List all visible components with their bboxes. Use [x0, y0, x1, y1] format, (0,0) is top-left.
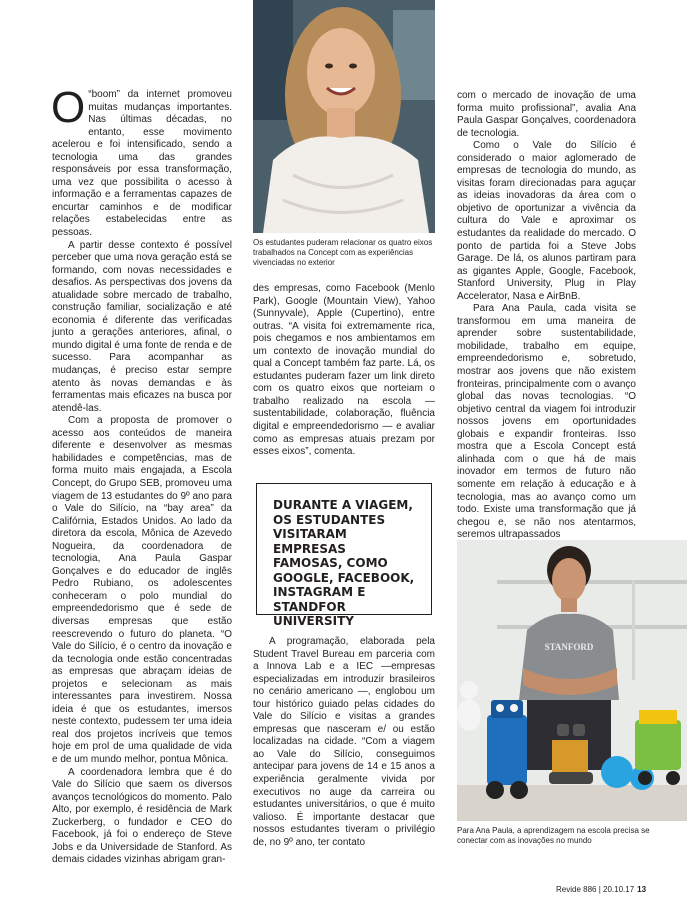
teacher-photo	[253, 0, 435, 233]
shirt-text: STANFORD	[544, 642, 594, 652]
article-paragraph: com o mercado de inovação de uma forma muito profissional”, avalia Ana Paula Gaspar Gonçalves, coordenadora de tecnologia.	[457, 90, 636, 139]
article-paragraph: A coordenadora lembra que é do Vale do Silício que saem os diversos avanços tecnológicos do momento. Palo Alto, por exemplo, é residência de Mark Zuckerberg, o fundador e CEO do Facebook, já foi o endereço de Steve Jobs e da Universidade de Stanford. As demais cidades vizinhas abrigam gran-	[52, 766, 232, 866]
article-paragraph: A partir desse contexto é possível perceber que uma nova geração está se formando, com novas necessidades e desafios. As perspectivas dos jovens da atualidade sobre mercado de trabalho, construção familiar, socialização e até economia é diferente das verificadas junto a gerações anteriores, afinal, o mundo digital é uma fonte de renda e de sucesso. Para acompanhar as mudanças, é preciso estar sempre atento às novas demandas e às ferramentas mais eficazes na busca por atendê-las.	[52, 239, 232, 414]
article-paragraph-text: “boom” da internet promoveu muitas mudanças importantes. Nas últimas décadas, no entanto, esse movimento acelerou e foi intensificado, sendo a tecnologia uma das grandes responsáveis por essa transformação, uma vez que possibilita o acesso à informação e a ferramentas capazes de encurtar caminhos e de modificar relações estabelecidas entre as pessoas.	[52, 89, 232, 239]
student-robots-photo	[457, 540, 687, 821]
drop-cap: O	[51, 83, 86, 132]
student-photo-caption: Para Ana Paula, a aprendizagem na escola precisa se conectar com as inovações no mundo	[457, 826, 650, 845]
article-paragraph: Como o Vale do Silício é considerado o maior aglomerado de empresas de tecnologia do mundo, as visitas foram direcionadas para aguçar as ideias inovadoras da área com o objetivo de oportunizar a vivência da cultura do Vale e aproximar os estudantes da realidade do mercado. O ponto de partida foi a Steve Jobs Garage. De lá, os alunos partiram para as gigantes Apple, Google, Facebook, Stanford University, Plug in Play Accelerator, Nasa e AirBnB.	[457, 140, 636, 302]
teacher-photo-caption: Os estudantes puderam relacionar os quatro eixos trabalhados na Concept com as experiências vivenciadas no exterior	[253, 238, 433, 267]
page-footer	[556, 885, 646, 894]
article-paragraph: des empresas, como Facebook (Menlo Park), Google (Mountain View), Yahoo (Sunnyvale), Apple (Cupertino), entre outras. “A visita foi extremamente rica, pois chegamos e nos ambientamos em um contexto de inovação mundial do qual a Concept também faz parte. Lá, os estudantes puderam fazer um link direto com os quatro eixos que norteiam o trabalho realizado na escola — sustentabilidade, colaboração, fluência digital e empreendedorismo — e avaliar como as empresas atuais prezam por esses eixos”, comenta.	[253, 283, 435, 458]
article-column-3	[457, 90, 636, 542]
article-paragraph	[51, 83, 232, 240]
article-column-2-continued	[253, 636, 435, 849]
issue-info: Revide 886 | 20.10.17	[556, 885, 635, 894]
teacher-photo-illustration	[253, 0, 435, 233]
article-paragraph: A programação, elaborada pela Student Travel Bureau em parceria com a Innova Lab e a IEC —empresas especializadas em introduzir brasileiros no cenário americano —, englobou um tour histórico guiado pelas cidades do Vale do Silício e visitas a grandes empresas que nasceram e/ ou estão localizadas na cidade. “Com a viagem ao Vale do Silício, conseguimos antecipar para jovens de 14 e 15 anos a experiência geralmente vivida por executivos no auge da carreira ou estudantes universitários, o que é muito valioso. É importante destacar que nossos estudantes tiveram o privilégio de, no 9º ano, ter contato	[253, 636, 435, 848]
pull-quote-text: DURANTE A VIAGEM, OS ESTUDANTES VISITARAM EMPRESAS FAMOSAS, COMO GOOGLE, FACEBOOK, INSTAGRAM E STANDFOR UNIVERSITY	[273, 498, 415, 628]
article-paragraph: Para Ana Paula, cada visita se transformou em uma maneira de aprender sobre sustentabilidade, mobilidade, trabalho em equipe, empreendedorismo e, sobretudo, mostrar aos jovens que não existem fronteiras, principalmente com o avanço global das novas tecnologias. “O objetivo central da viagem foi introduzir nossos jovens em oportunidades globais e expandir fronteiras. Isso mostra que a Escola Concept está alinhada com o que há de mais inovador em termos de futuro não somente em relação à educação e à tecnologia, mas ao avanço como um todo. Existe uma transformação que já chegou e, se não nos atentarmos, seremos ultrapassados	[457, 303, 636, 541]
article-paragraph: Com a proposta de promover o acesso aos conteúdos de maneira diferente e desenvolver as mesmas habilidades e competências, mas de forma muito mais engajada, a Escola Concept, do Grupo SEB, promoveu uma viagem de 13 estudantes do 9º ano para o Vale do Silício, na “bay area” da Califórnia, Estados Unidos. Ao lado da diretora da escola, Mônica de Azevedo Nogueira, da coordenadora de tecnologia, Ana Paula Gaspar Gonçalves e do educador de inglês Pedro Rubiano, os adolescentes conheceram o polo mundial do empreendedorismo que é sede de diversas empresas que estão reescrevendo o futuro do planeta. “O Vale do Silício, é o centro da inovação e da tecnologia onde estão concentradas as empresas que abraçam ideias de projetos e selecionam as mais interessantes para investirem. Nossa ideia é que os estudantes, imersos neste contexto, pudessem ter uma ideia real dos projetos incríveis que temos hoje em prol de uma qualidade de vida e de um mundo melhor, pontua Mônica.	[52, 415, 232, 765]
pull-quote-box	[256, 483, 432, 628]
article-column-2	[253, 283, 435, 459]
article-column-1	[51, 83, 232, 867]
page-number: 13	[637, 885, 647, 894]
student-robots-illustration	[457, 540, 687, 821]
